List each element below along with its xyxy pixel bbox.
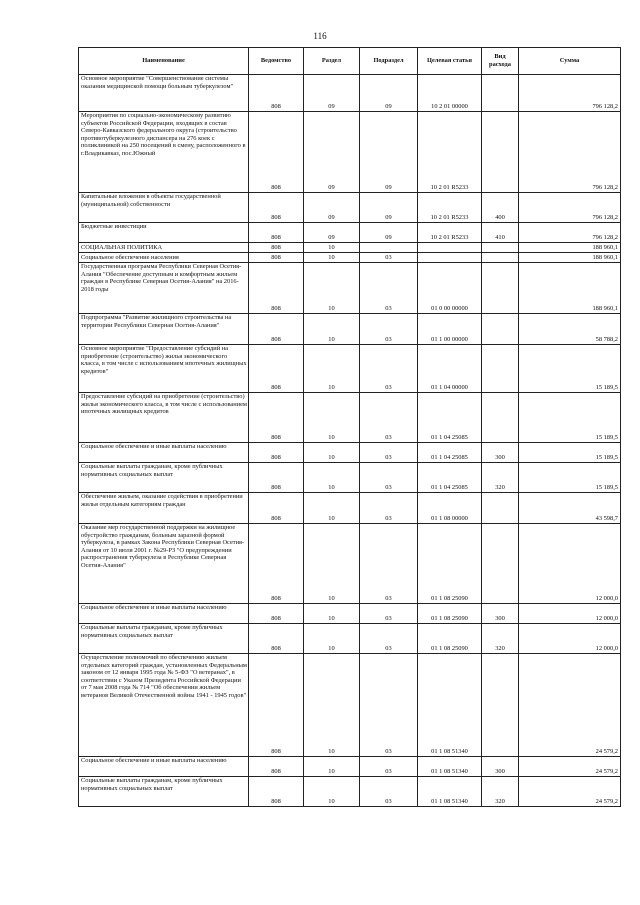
- cell-section: 10: [304, 463, 360, 493]
- cell-amount: 12 000,0: [519, 604, 621, 624]
- cell-section: 10: [304, 624, 360, 654]
- table-row: [79, 463, 621, 493]
- header-expense-type: Вид расхода: [482, 48, 519, 75]
- header-amount: Сумма: [519, 48, 621, 75]
- cell-name: Бюджетные инвестиции: [79, 223, 249, 243]
- cell-name: Мероприятия по социально-экономическому развитию субъектов Российской Федерации, входящих в состав Северо-Кавказского федерального округа (строительство противотуберкулезного диспансера на 276 коек с поликлиникой на 250 посещений в смену, расположенного в г.Владикавказ, пос.Южный: [79, 112, 249, 193]
- cell-amount: 15 189,5: [519, 463, 621, 493]
- cell-name: Основное мероприятие "Совершенствование системы оказания медицинской помощи больным туберкулезом": [79, 75, 249, 112]
- cell-target: 01 1 08 25090: [418, 604, 482, 624]
- cell-name: Предоставление субсидий на приобретение (строительство) жилья экономического класса, в том числе с использованием ипотечных жилищных кредитов: [79, 393, 249, 443]
- cell-target: 01 1 04 00000: [418, 345, 482, 393]
- cell-subsection: 03: [360, 443, 418, 463]
- cell-subsection: 09: [360, 193, 418, 223]
- cell-name: Социальное обеспечение населения: [79, 253, 249, 263]
- cell-amount: 796 128,2: [519, 112, 621, 193]
- cell-target: 01 0 00 00000: [418, 263, 482, 314]
- cell-subsection: 03: [360, 654, 418, 757]
- table-row: [79, 443, 621, 463]
- cell-name: Социальное обеспечение и иные выплаты населению: [79, 443, 249, 463]
- cell-amount: 188 960,1: [519, 263, 621, 314]
- cell-department: 808: [249, 345, 304, 393]
- cell-expense-type: 320: [482, 463, 519, 493]
- cell-name: Социальное обеспечение и иные выплаты населению: [79, 757, 249, 777]
- cell-name: Оказание мер государственной поддержки на жилищное обустройство гражданам, больным заразной формой туберкулеза, в рамках Закона Республики Северная Осетия-Алания от 10 июля 2001 г. №29-РЗ "О предупреждении распространения туберкулеза в Республике Северная Осетия-Алания": [79, 524, 249, 604]
- cell-target: 10 2 01 R5233: [418, 112, 482, 193]
- cell-subsection: 03: [360, 493, 418, 524]
- cell-subsection: 03: [360, 314, 418, 345]
- table-row: [79, 757, 621, 777]
- table-row: [79, 75, 621, 112]
- table-row: [79, 654, 621, 757]
- cell-amount: 796 128,2: [519, 223, 621, 243]
- cell-expense-type: [482, 75, 519, 112]
- cell-department: 808: [249, 314, 304, 345]
- cell-department: 808: [249, 604, 304, 624]
- table-row: [79, 777, 621, 807]
- table-row: [79, 223, 621, 243]
- cell-subsection: 03: [360, 777, 418, 807]
- cell-department: 808: [249, 463, 304, 493]
- cell-department: 808: [249, 777, 304, 807]
- cell-section: 10: [304, 654, 360, 757]
- cell-target: 01 1 04 25085: [418, 393, 482, 443]
- table-row: [79, 345, 621, 393]
- cell-amount: 796 128,2: [519, 193, 621, 223]
- table-row: [79, 524, 621, 604]
- cell-expense-type: 320: [482, 624, 519, 654]
- cell-amount: 58 788,2: [519, 314, 621, 345]
- cell-section: 09: [304, 193, 360, 223]
- cell-name: Социальное обеспечение и иные выплаты населению: [79, 604, 249, 624]
- cell-section: 09: [304, 112, 360, 193]
- cell-department: 808: [249, 654, 304, 757]
- cell-target: [418, 243, 482, 253]
- cell-subsection: 09: [360, 223, 418, 243]
- cell-section: 10: [304, 443, 360, 463]
- cell-expense-type: 300: [482, 604, 519, 624]
- cell-section: 09: [304, 75, 360, 112]
- cell-target: 01 1 08 25090: [418, 624, 482, 654]
- cell-department: 808: [249, 493, 304, 524]
- cell-section: 10: [304, 345, 360, 393]
- cell-department: 808: [249, 443, 304, 463]
- table-row: [79, 624, 621, 654]
- page-number: 116: [313, 31, 327, 41]
- cell-expense-type: 410: [482, 223, 519, 243]
- cell-subsection: 09: [360, 75, 418, 112]
- cell-section: 10: [304, 493, 360, 524]
- cell-target: 01 1 04 25085: [418, 443, 482, 463]
- table-row: [79, 263, 621, 314]
- cell-target: 01 1 08 51340: [418, 777, 482, 807]
- cell-target: 01 1 08 00000: [418, 493, 482, 524]
- cell-expense-type: [482, 345, 519, 393]
- cell-section: 10: [304, 253, 360, 263]
- cell-target: 01 1 00 00000: [418, 314, 482, 345]
- table-row: [79, 604, 621, 624]
- cell-section: 10: [304, 263, 360, 314]
- cell-subsection: 03: [360, 393, 418, 443]
- cell-name: Социальные выплаты гражданам, кроме публичных нормативных социальных выплат: [79, 624, 249, 654]
- cell-name: Обеспечение жильем, оказание содействия в приобретении жилья отдельным категориям граждан: [79, 493, 249, 524]
- cell-subsection: 03: [360, 253, 418, 263]
- cell-name: Социальные выплаты гражданам, кроме публичных нормативных социальных выплат: [79, 463, 249, 493]
- cell-expense-type: [482, 524, 519, 604]
- cell-subsection: 03: [360, 524, 418, 604]
- cell-name: Государственная программа Республики Северная Осетия-Алания "Обеспечение доступным и комфортным жильем граждан в Республике Северная Осетия-Алания" на 2016-2018 годы: [79, 263, 249, 314]
- table-row: [79, 493, 621, 524]
- table-row: [79, 393, 621, 443]
- cell-section: 10: [304, 393, 360, 443]
- cell-department: 808: [249, 243, 304, 253]
- cell-amount: 796 128,2: [519, 75, 621, 112]
- cell-target: 10 2 01 R5233: [418, 223, 482, 243]
- header-section: Раздел: [304, 48, 360, 75]
- cell-section: 10: [304, 757, 360, 777]
- table-header-row: [79, 48, 621, 75]
- cell-amount: 12 000,0: [519, 524, 621, 604]
- cell-expense-type: 300: [482, 757, 519, 777]
- table-row: [79, 243, 621, 253]
- cell-expense-type: [482, 493, 519, 524]
- cell-subsection: 09: [360, 112, 418, 193]
- cell-name: Подпрограмма "Развитие жилищного строительства на территории Республики Северная Осетия-Алания": [79, 314, 249, 345]
- cell-subsection: 03: [360, 757, 418, 777]
- cell-department: 808: [249, 223, 304, 243]
- cell-amount: 188 960,1: [519, 253, 621, 263]
- cell-department: 808: [249, 757, 304, 777]
- cell-target: 01 1 08 51340: [418, 757, 482, 777]
- cell-department: 808: [249, 624, 304, 654]
- cell-department: 808: [249, 112, 304, 193]
- cell-subsection: 03: [360, 604, 418, 624]
- cell-expense-type: [482, 654, 519, 757]
- cell-amount: 43 598,7: [519, 493, 621, 524]
- cell-subsection: 03: [360, 345, 418, 393]
- header-target: Целевая статья: [418, 48, 482, 75]
- cell-section: 10: [304, 524, 360, 604]
- cell-name: Осуществление полномочий по обеспечению жильем отдельных категорий граждан, установленных Федеральным законом от 12 января 1995 года № 5-ФЗ "О ветеранах", в соответствии с Указом Президента Российской Федерации от 7 мая 2008 года № 714 "Об обеспечении жильем ветеранов Великой Отечественной войны 1941 - 1945 годов": [79, 654, 249, 757]
- cell-expense-type: [482, 263, 519, 314]
- header-name: Наименование: [79, 48, 249, 75]
- cell-department: 808: [249, 193, 304, 223]
- cell-expense-type: 320: [482, 777, 519, 807]
- cell-expense-type: [482, 112, 519, 193]
- cell-expense-type: [482, 253, 519, 263]
- cell-expense-type: 300: [482, 443, 519, 463]
- cell-expense-type: [482, 243, 519, 253]
- cell-amount: 188 960,1: [519, 243, 621, 253]
- cell-amount: 15 189,5: [519, 345, 621, 393]
- cell-section: 10: [304, 777, 360, 807]
- cell-department: 808: [249, 524, 304, 604]
- cell-expense-type: [482, 393, 519, 443]
- header-department: Ведомство: [249, 48, 304, 75]
- cell-subsection: 03: [360, 463, 418, 493]
- cell-subsection: [360, 243, 418, 253]
- cell-subsection: 03: [360, 263, 418, 314]
- cell-section: 10: [304, 243, 360, 253]
- cell-amount: 24 579,2: [519, 757, 621, 777]
- table-row: [79, 253, 621, 263]
- cell-expense-type: [482, 314, 519, 345]
- cell-name: СОЦИАЛЬНАЯ ПОЛИТИКА: [79, 243, 249, 253]
- cell-department: 808: [249, 75, 304, 112]
- cell-amount: 15 189,5: [519, 443, 621, 463]
- cell-name: Капитальные вложения в объекты государственной (муниципальной) собственности: [79, 193, 249, 223]
- cell-amount: 24 579,2: [519, 654, 621, 757]
- table-row: [79, 193, 621, 223]
- cell-amount: 12 000,0: [519, 624, 621, 654]
- cell-target: 01 1 04 25085: [418, 463, 482, 493]
- cell-target: 10 2 01 R5233: [418, 193, 482, 223]
- budget-table: [78, 47, 621, 807]
- cell-amount: 24 579,2: [519, 777, 621, 807]
- cell-section: 09: [304, 223, 360, 243]
- cell-department: 808: [249, 253, 304, 263]
- cell-section: 10: [304, 314, 360, 345]
- cell-expense-type: 400: [482, 193, 519, 223]
- cell-department: 808: [249, 393, 304, 443]
- cell-department: 808: [249, 263, 304, 314]
- table-row: [79, 112, 621, 193]
- cell-name: Основное мероприятие "Предоставление субсидий на приобретение (строительство) жилья экономического класса, в том числе с использованием ипотечных жилищных кредитов": [79, 345, 249, 393]
- cell-name: Социальные выплаты гражданам, кроме публичных нормативных социальных выплат: [79, 777, 249, 807]
- cell-target: 01 1 08 51340: [418, 654, 482, 757]
- cell-amount: 15 189,5: [519, 393, 621, 443]
- cell-target: 10 2 01 00000: [418, 75, 482, 112]
- cell-section: 10: [304, 604, 360, 624]
- cell-target: 01 1 08 25090: [418, 524, 482, 604]
- cell-subsection: 03: [360, 624, 418, 654]
- table-row: [79, 314, 621, 345]
- header-subsection: Подраздел: [360, 48, 418, 75]
- cell-target: [418, 253, 482, 263]
